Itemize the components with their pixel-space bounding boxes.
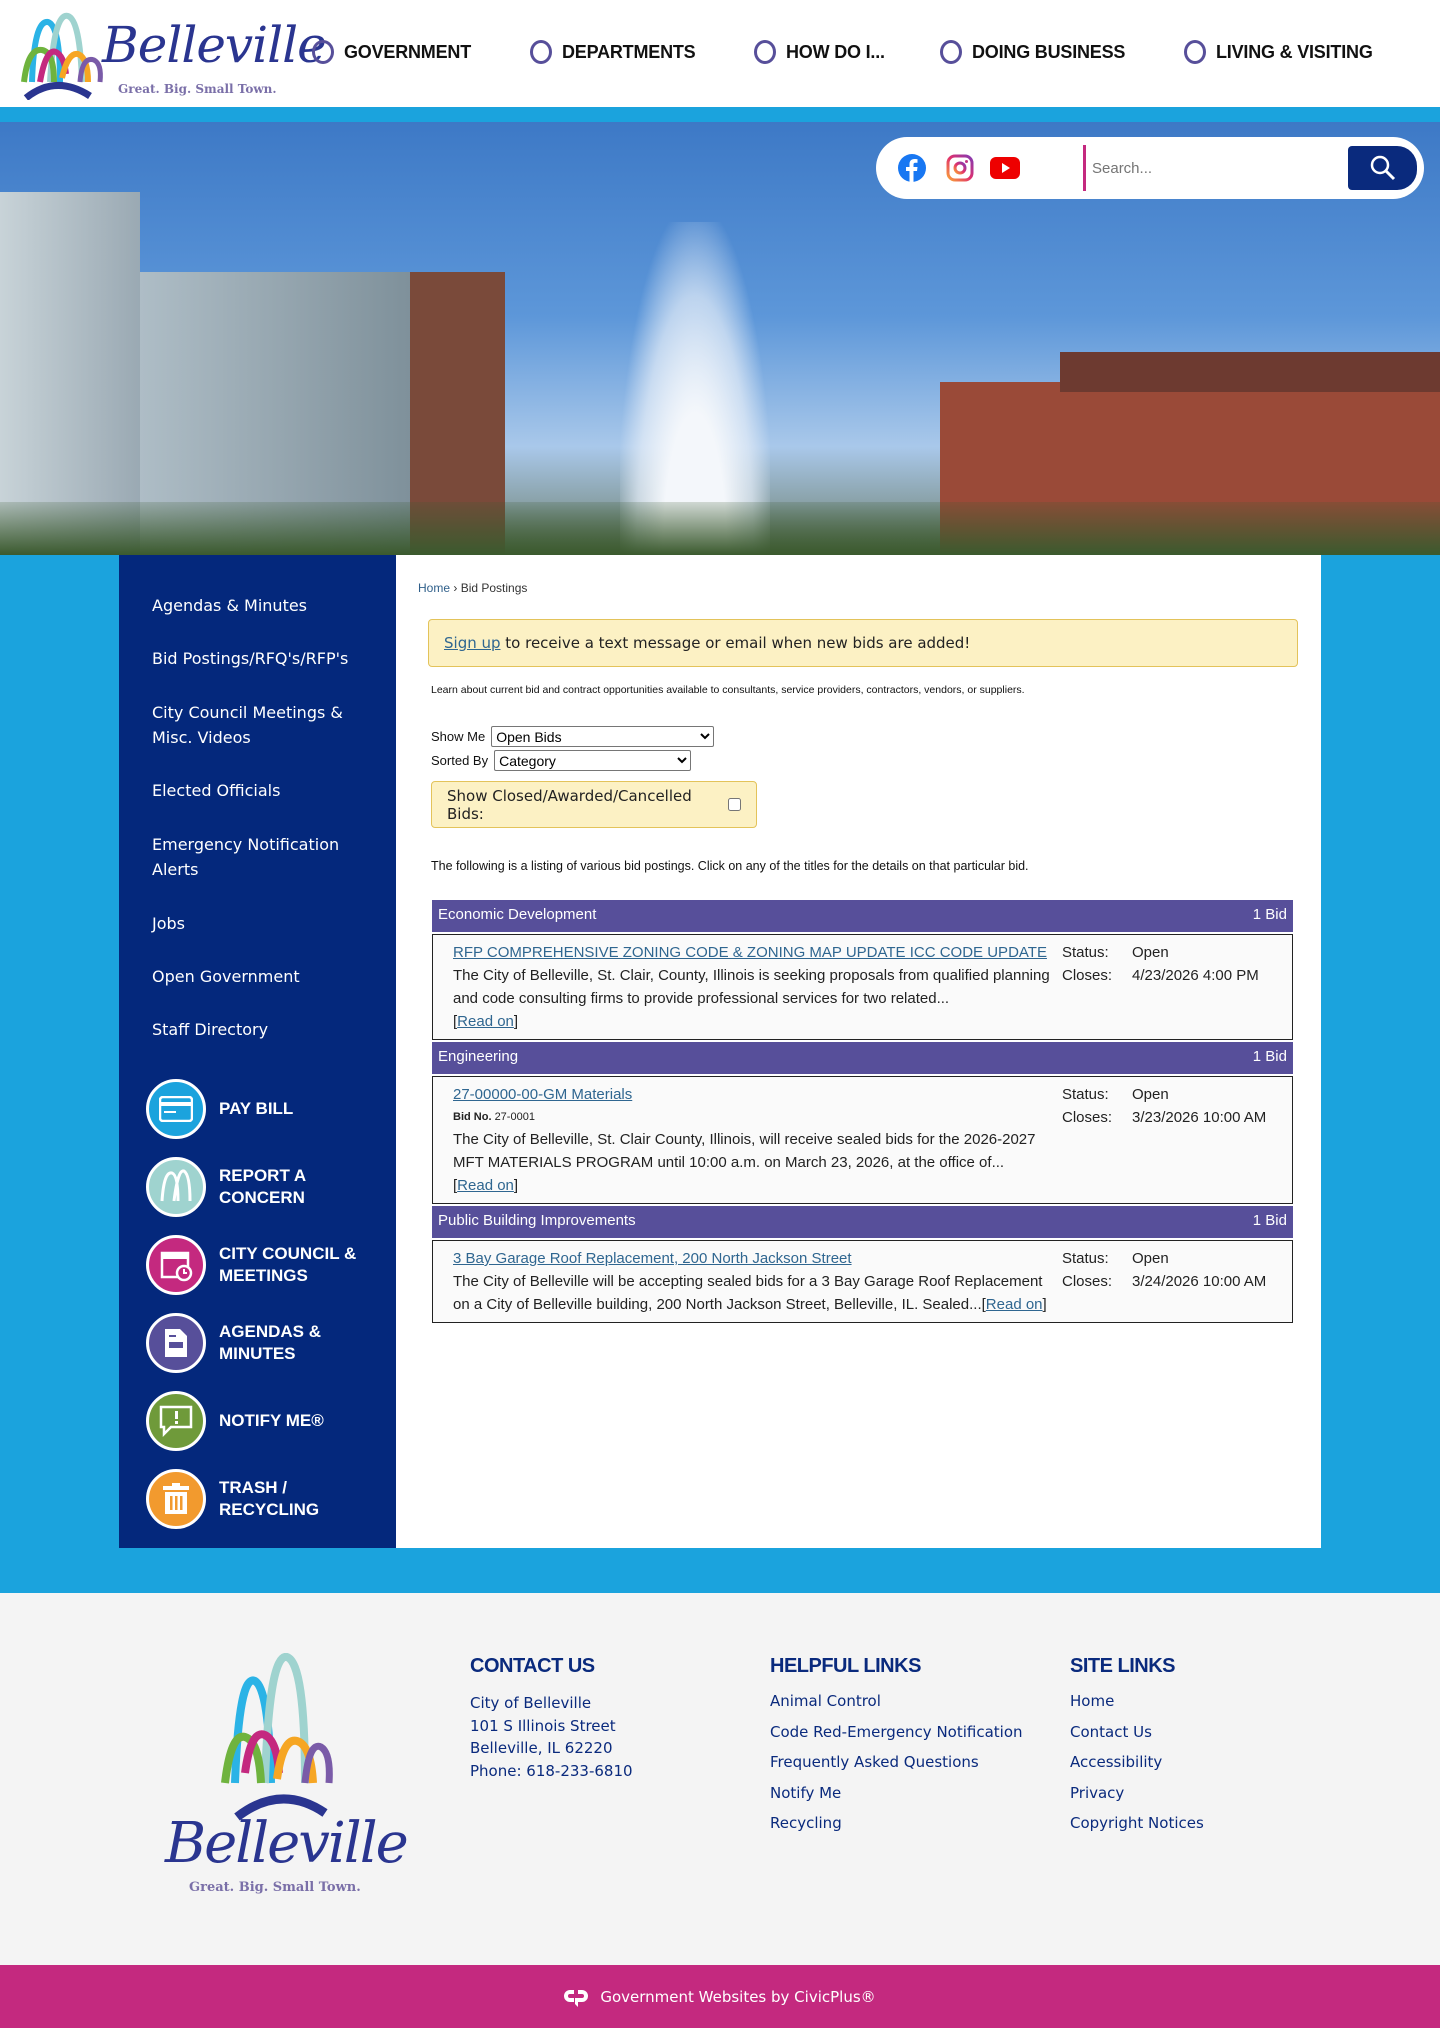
show-closed-checkbox[interactable] bbox=[728, 798, 741, 811]
status-label: Status: bbox=[1062, 1086, 1109, 1103]
divider bbox=[1083, 145, 1086, 191]
footer-link[interactable]: Accessibility bbox=[1070, 1753, 1163, 1771]
footer-link[interactable]: Copyright Notices bbox=[1070, 1814, 1204, 1832]
category-name: Engineering bbox=[438, 1048, 519, 1065]
header-strip bbox=[0, 107, 1440, 122]
footer-link[interactable]: Animal Control bbox=[770, 1692, 881, 1710]
bid-row: 3 Bay Garage Roof Replacement, 200 North Jackson Street The City of Belleville will be accepting sealed bids for a 3 Bay Garage Roof Replacement on a City of Belleville building, 200 North Jackson Street, Belleville, IL. Sealed...[Read on] Status: Open Closes: 3/24/2026 10:00 AM bbox=[432, 1240, 1293, 1323]
quick-link-label: AGENDAS & MINUTES bbox=[219, 1322, 322, 1363]
quick-link-agendas[interactable] bbox=[146, 1313, 379, 1373]
footer-helpful-heading: HELPFUL LINKS bbox=[770, 1655, 921, 1677]
site-logo[interactable] bbox=[20, 12, 326, 100]
footer-link[interactable]: Frequently Asked Questions bbox=[770, 1753, 979, 1771]
logo-arches-icon bbox=[20, 12, 110, 100]
status-value: Open bbox=[1132, 944, 1169, 961]
contact-line: Phone: 618-233-6810 bbox=[470, 1761, 633, 1780]
show-me-row bbox=[431, 726, 714, 747]
quick-link-report-concern[interactable] bbox=[146, 1157, 379, 1217]
quick-link-label: CITY COUNCIL & MEETINGS bbox=[219, 1244, 357, 1285]
nav-government[interactable] bbox=[312, 40, 471, 64]
show-me-label: Show Me bbox=[431, 729, 486, 744]
bid-row bbox=[432, 934, 1293, 1040]
breadcrumb-current: Bid Postings bbox=[460, 581, 528, 595]
sidebar-item-emergency-alerts[interactable]: Emergency Notification Alerts bbox=[152, 835, 340, 879]
category-header bbox=[432, 1042, 1293, 1074]
footer-site-heading: SITE LINKS bbox=[1070, 1655, 1176, 1677]
nav-living-visiting[interactable] bbox=[1184, 40, 1373, 64]
read-on-link[interactable]: Read on bbox=[985, 1296, 1043, 1313]
sidebar-item-open-government[interactable]: Open Government bbox=[152, 967, 300, 986]
bid-title-link[interactable]: 27-00000-00-GM Materials bbox=[453, 1086, 633, 1103]
civicplus-icon bbox=[564, 1987, 588, 2007]
footer-link[interactable]: Home bbox=[1070, 1692, 1115, 1710]
closes-value: 3/23/2026 10:00 AM bbox=[1132, 1109, 1267, 1126]
closes-label: Closes: bbox=[1062, 967, 1113, 984]
listing-intro: The following is a listing of various bid postings. Click on any of the titles for the details on that particular bid. bbox=[431, 859, 1029, 873]
intro-text: Learn about current bid and contract opportunities available to consultants, service providers, contractors, vendors, or suppliers. bbox=[431, 684, 1025, 696]
sidebar bbox=[119, 555, 396, 1548]
footer-logo-wordmark: Belleville bbox=[165, 1811, 407, 1876]
site-footer bbox=[0, 1593, 1440, 1965]
breadcrumb bbox=[418, 581, 527, 595]
chat-alert-icon bbox=[146, 1391, 206, 1451]
closes-value: 3/24/2026 10:00 AM bbox=[1132, 1273, 1267, 1290]
category-count: 1 Bid bbox=[1252, 1048, 1287, 1065]
document-icon bbox=[146, 1313, 206, 1373]
civicplus-bar bbox=[0, 1965, 1440, 2028]
bid-description: The City of Belleville, St. Clair County, Illinois, will receive sealed bids for the 2026-2027 MFT MATERIALS PROGRAM until 10:00 a.m. on March 23, 2026, at the office of... bbox=[453, 1131, 1036, 1171]
quick-link-trash[interactable] bbox=[146, 1469, 379, 1529]
sidebar-item-council-videos[interactable]: City Council Meetings & Misc. Videos bbox=[152, 703, 343, 747]
trash-icon bbox=[146, 1469, 206, 1529]
logo-arches-icon bbox=[146, 1157, 206, 1217]
category-header bbox=[432, 900, 1293, 932]
footer-link[interactable]: Code Red-Emergency Notification bbox=[770, 1722, 1023, 1741]
sidebar-item-jobs[interactable]: Jobs bbox=[152, 914, 185, 933]
read-on-link[interactable]: Read on bbox=[457, 1177, 514, 1194]
contact-line: 101 S Illinois Street bbox=[470, 1716, 616, 1735]
sorted-by-select[interactable] bbox=[494, 750, 691, 771]
nav-doing-business[interactable] bbox=[940, 40, 1125, 64]
bid-row bbox=[432, 1076, 1293, 1204]
sidebar-item-agendas[interactable]: Agendas & Minutes bbox=[152, 596, 308, 615]
sidebar-item-elected-officials[interactable]: Elected Officials bbox=[152, 781, 281, 800]
bid-listing bbox=[432, 900, 1293, 1323]
circle-icon bbox=[312, 40, 334, 64]
footer-link[interactable]: Recycling bbox=[770, 1814, 842, 1832]
status-label: Status: bbox=[1062, 944, 1109, 961]
civicplus-link[interactable]: Government Websites by CivicPlus® bbox=[600, 1987, 876, 2006]
logo-arches-icon bbox=[165, 1653, 380, 1823]
footer-link[interactable]: Contact Us bbox=[1070, 1722, 1152, 1741]
bid-description: The City of Belleville will be accepting sealed bids for a 3 Bay Garage Roof Replacement on a City of Belleville building, 200 North Jackson Street, Belleville, IL. Sealed... bbox=[453, 1273, 1043, 1313]
bid-no-value: 27-0001 bbox=[494, 1111, 535, 1123]
instagram-icon[interactable] bbox=[946, 154, 974, 182]
circle-icon bbox=[530, 40, 552, 64]
quick-link-label: PAY BILL bbox=[219, 1099, 294, 1118]
footer-site-links bbox=[1070, 1655, 1204, 1839]
sorted-by-label: Sorted By bbox=[431, 753, 489, 768]
sign-up-link[interactable]: Sign up bbox=[444, 634, 501, 652]
breadcrumb-home[interactable]: Home bbox=[418, 581, 451, 595]
quick-link-label: NOTIFY ME® bbox=[219, 1411, 324, 1430]
main-content bbox=[396, 555, 1321, 1548]
category-name: Economic Development bbox=[438, 906, 597, 923]
search-button[interactable] bbox=[1348, 146, 1417, 190]
footer-link[interactable]: Privacy bbox=[1070, 1783, 1125, 1802]
quick-link-notify-me[interactable] bbox=[146, 1391, 379, 1451]
quick-link-label: TRASH / RECYCLING bbox=[219, 1478, 320, 1519]
nav-label: LIVING & VISITING bbox=[1216, 41, 1373, 62]
contact-line: Belleville, IL 62220 bbox=[470, 1739, 613, 1757]
footer-contact bbox=[470, 1655, 633, 1782]
alert-text: to receive a text message or email when new bids are added! bbox=[500, 634, 971, 652]
show-closed-label: Show Closed/Awarded/Cancelled Bids: bbox=[447, 786, 692, 823]
status-value: Open bbox=[1132, 1250, 1169, 1267]
search-input[interactable] bbox=[1092, 150, 1342, 186]
quick-link-pay-bill[interactable] bbox=[146, 1079, 379, 1139]
search-icon bbox=[1370, 155, 1396, 181]
footer-logo-tagline: Great. Big. Small Town. bbox=[189, 1880, 361, 1895]
read-on-wrapper: [Read on] bbox=[453, 1013, 519, 1030]
logo-tagline: Great. Big. Small Town. bbox=[118, 82, 277, 96]
site-header bbox=[0, 0, 1440, 107]
bid-no-label: Bid No. bbox=[453, 1111, 492, 1123]
nav-how-do-i[interactable] bbox=[754, 40, 885, 64]
logo-wordmark: Belleville bbox=[102, 16, 326, 74]
footer-contact-heading: CONTACT US bbox=[470, 1655, 595, 1677]
signup-alert bbox=[428, 619, 1298, 667]
credit-card-icon bbox=[146, 1079, 206, 1139]
nav-label: DEPARTMENTS bbox=[562, 41, 696, 62]
nav-label: HOW DO I... bbox=[786, 41, 885, 62]
youtube-icon[interactable] bbox=[990, 156, 1020, 180]
status-label: Status: bbox=[1062, 1250, 1109, 1267]
closes-label: Closes: bbox=[1062, 1273, 1113, 1290]
breadcrumb-separator: › bbox=[453, 581, 458, 595]
sorted-by-row bbox=[431, 750, 691, 771]
closes-label: Closes: bbox=[1062, 1109, 1113, 1126]
nav-departments[interactable] bbox=[530, 40, 695, 64]
category-name: Public Building Improvements bbox=[438, 1212, 636, 1229]
bid-title-link[interactable]: 3 Bay Garage Roof Replacement, 200 North Jackson Street bbox=[453, 1250, 852, 1267]
bid-description: The City of Belleville, St. Clair, County, Illinois is seeking proposals from qualified planning and code consulting firms to provide professional services for two related... bbox=[453, 967, 1050, 1007]
nav-label: GOVERNMENT bbox=[344, 41, 472, 62]
show-closed-box bbox=[431, 781, 757, 828]
sidebar-item-bid-postings[interactable]: Bid Postings/RFQ's/RFP's bbox=[152, 649, 349, 668]
quick-link-city-council[interactable] bbox=[146, 1235, 379, 1295]
category-count: 1 Bid bbox=[1252, 1212, 1287, 1229]
read-on-link[interactable]: Read on bbox=[457, 1013, 514, 1030]
facebook-icon[interactable] bbox=[898, 154, 926, 182]
footer-link[interactable]: Notify Me bbox=[770, 1783, 842, 1802]
status-value: Open bbox=[1132, 1086, 1169, 1103]
nav-label: DOING BUSINESS bbox=[972, 41, 1126, 62]
read-on-wrapper: [Read on] bbox=[453, 1177, 519, 1194]
footer-helpful-links bbox=[770, 1655, 1023, 1839]
contact-line: City of Belleville bbox=[470, 1694, 592, 1712]
category-count: 1 Bid bbox=[1252, 906, 1287, 923]
circle-icon bbox=[1184, 40, 1206, 64]
quick-link-label: REPORT A CONCERN bbox=[219, 1166, 306, 1207]
sidebar-item-staff-directory[interactable]: Staff Directory bbox=[152, 1020, 269, 1039]
closes-value: 4/23/2026 4:00 PM bbox=[1132, 967, 1259, 984]
footer-logo[interactable] bbox=[165, 1653, 407, 1898]
bid-title-link[interactable]: RFP COMPREHENSIVE ZONING CODE & ZONING MAP UPDATE ICC CODE UPDATE bbox=[453, 944, 1047, 961]
category-header bbox=[432, 1206, 1293, 1238]
circle-icon bbox=[940, 40, 962, 64]
calendar-clock-icon bbox=[146, 1235, 206, 1295]
circle-icon bbox=[754, 40, 776, 64]
show-me-select[interactable] bbox=[491, 726, 714, 747]
